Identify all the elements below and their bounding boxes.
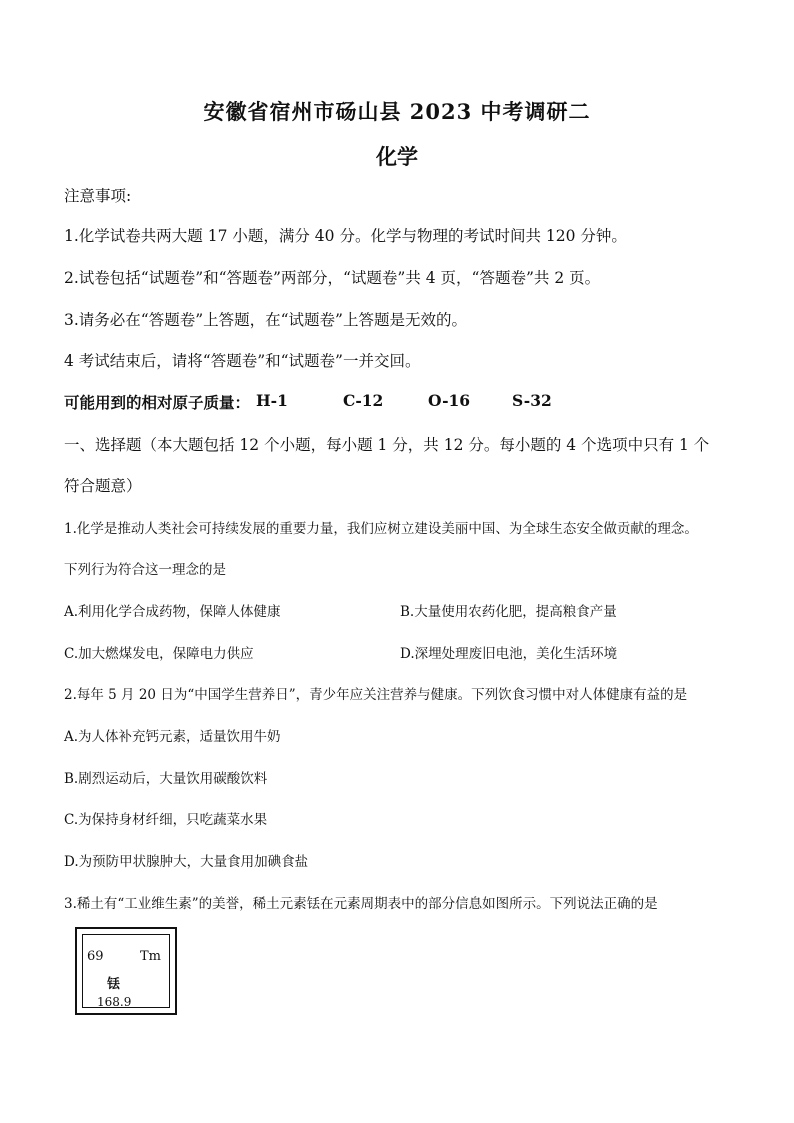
atomic-mass-label: 可能用到的相对原子质量：	[64, 393, 251, 412]
element-name: 铥	[107, 977, 121, 992]
exam-title: 安徽省宿州市砀山县 2023 中考调研二	[203, 99, 591, 124]
atomic-mass-o: O-16	[428, 391, 471, 410]
element-card	[75, 927, 177, 1015]
note-item: 3.请务必在“答题卷”上答题，在“试题卷”上答题是无效的。	[64, 311, 467, 329]
question-2-option-d: D.为预防甲状腺肿大，大量食用加碘食盐	[64, 854, 309, 870]
note-item: 1.化学试卷共两大题 17 小题，满分 40 分。化学与物理的考试时间共 120 分钟。	[64, 227, 627, 245]
question-1-stem-cont: 下列行为符合这一理念的是	[64, 562, 226, 578]
element-mass: 168.9	[97, 995, 132, 1009]
note-item: 4 考试结束后，请将“答题卷”和“试题卷”一并交回。	[64, 352, 421, 370]
question-2-stem: 2.每年 5 月 20 日为“中国学生营养日”，青少年应关注营养与健康。下列饮食习惯中对人体健康有益的是	[64, 687, 688, 703]
question-1-option-a: A.利用化学合成药物，保障人体健康	[64, 604, 281, 620]
notes-heading: 注意事项:	[64, 187, 132, 205]
question-1-option-d: D.深埋处理废旧电池，美化生活环境	[400, 646, 618, 662]
section-heading-cont: 符合题意）	[64, 477, 142, 495]
element-card-inner	[82, 934, 170, 1008]
atomic-mass-c: C-12	[343, 391, 384, 410]
atomic-mass-s: S-32	[512, 391, 552, 410]
atomic-mass-h: H-1	[256, 391, 288, 410]
element-symbol: Tm	[140, 949, 161, 964]
question-2-option-c: C.为保持身材纤细，只吃蔬菜水果	[64, 812, 268, 828]
question-1-option-c: C.加大燃煤发电，保障电力供应	[64, 646, 254, 662]
section-heading: 一、选择题（本大题包括 12 个小题，每小题 1 分，共 12 分。每小题的 4 个选项中只有 1 个	[64, 436, 710, 454]
question-2-option-a: A.为人体补充钙元素，适量饮用牛奶	[64, 729, 281, 745]
question-2-option-b: B.剧烈运动后，大量饮用碳酸饮料	[64, 771, 268, 787]
question-1-stem: 1.化学是推动人类社会可持续发展的重要力量，我们应树立建设美丽中国、为全球生态安全做贡献的理念。	[64, 521, 698, 537]
element-number: 69	[87, 949, 104, 964]
note-item: 2.试卷包括“试题卷”和“答题卷”两部分，“试题卷”共 4 页，“答题卷”共 2 页。	[64, 269, 601, 287]
question-1-option-b: B.大量使用农药化肥，提高粮食产量	[400, 604, 617, 620]
subject-title: 化学	[376, 144, 418, 169]
question-3-stem: 3.稀土有“工业维生素”的美誉，稀土元素铥在元素周期表中的部分信息如图所示。下列说法正确的是	[64, 896, 658, 912]
